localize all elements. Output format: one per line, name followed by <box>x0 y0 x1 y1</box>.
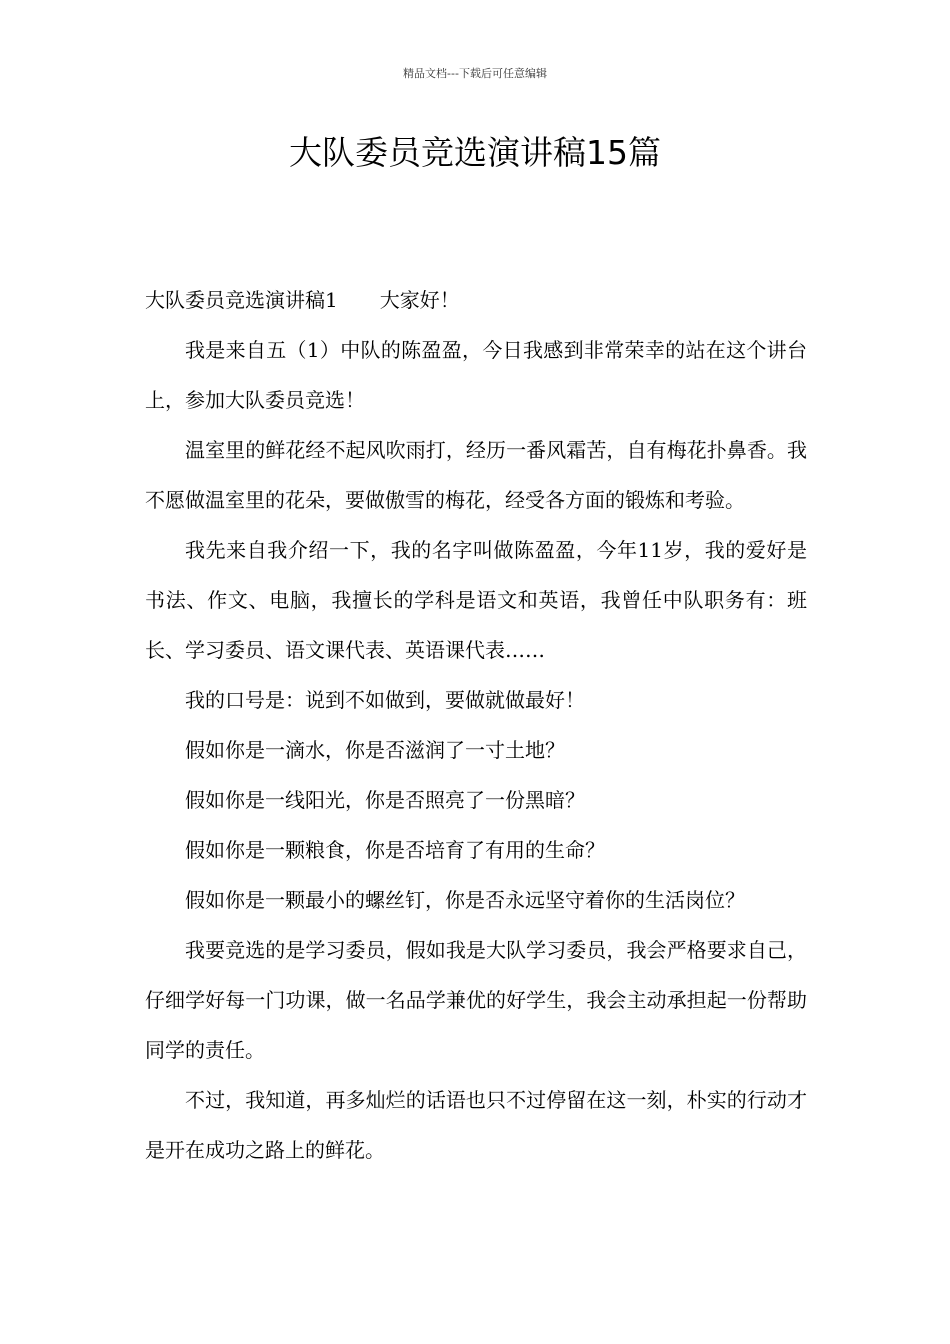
paragraph: 我是来自五（1）中队的陈盈盈，今日我感到非常荣幸的站在这个讲台上，参加大队委员竞选！ <box>145 338 807 412</box>
header-note: 精品文档---下载后可任意编辑 <box>403 67 547 80</box>
document-title: 大队委员竞选演讲稿15篇 <box>289 133 661 172</box>
section-heading: 大队委员竞选演讲稿1 <box>145 288 338 312</box>
paragraph: 我要竞选的是学习委员，假如我是大队学习委员，我会严格要求自己，仔细学好每一门功课，做一名品学兼优的好学生，我会主动承担起一份帮助同学的责任。 <box>145 938 807 1062</box>
paragraph: 假如你是一颗最小的螺丝钉，你是否永远坚守着你的生活岗位？ <box>185 888 745 912</box>
paragraph: 温室里的鲜花经不起风吹雨打，经历一番风霜苦，自有梅花扑鼻香。我不愿做温室里的花朵，要做傲雪的梅花，经受各方面的锻炼和考验。 <box>145 438 807 512</box>
paragraph: 我的口号是：说到不如做到，要做就做最好！ <box>185 688 585 712</box>
paragraph: 我先来自我介绍一下，我的名字叫做陈盈盈，今年11岁，我的爱好是书法、作文、电脑，我擅长的学科是语文和英语，我曾任中队职务有：班长、学习委员、语文课代表、英语课代表…… <box>145 538 807 662</box>
paragraph: 假如你是一滴水，你是否滋润了一寸土地？ <box>185 738 565 762</box>
document-body <box>145 275 807 1175</box>
section-opening <box>145 275 807 325</box>
paragraph: 不过，我知道，再多灿烂的话语也只不过停留在这一刻，朴实的行动才是开在成功之路上的鲜花。 <box>145 1088 807 1162</box>
paragraph: 假如你是一颗粮食，你是否培育了有用的生命？ <box>185 838 605 862</box>
greeting: 大家好！ <box>379 288 460 312</box>
paragraph: 假如你是一线阳光，你是否照亮了一份黑暗？ <box>185 788 585 812</box>
